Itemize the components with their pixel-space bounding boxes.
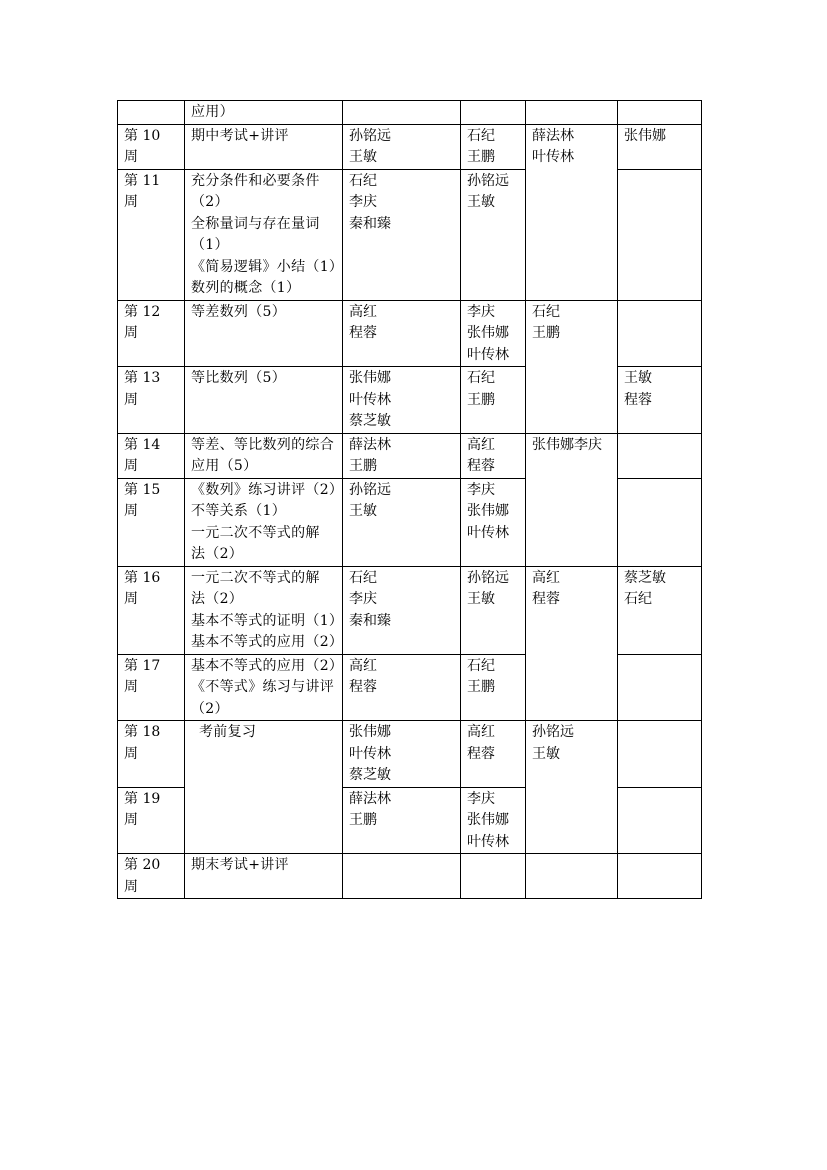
topic-cell xyxy=(185,566,343,654)
teacher-name: 石纪 xyxy=(467,370,495,386)
topic-cell xyxy=(185,367,343,434)
teacher-cell xyxy=(343,124,461,169)
teacher-name: 叶传林 xyxy=(467,524,509,541)
teacher-name: 薛法林 xyxy=(349,790,391,807)
teacher-name: 程蓉 xyxy=(467,458,495,474)
topic-line: 应用（5） xyxy=(191,458,258,474)
teacher-name: 李庆 xyxy=(467,790,495,807)
table-row xyxy=(118,854,702,899)
teacher-cell xyxy=(461,654,526,721)
teacher-cell xyxy=(343,654,461,721)
teacher-cell xyxy=(343,300,461,367)
week-cell: 第 10 周 xyxy=(118,124,185,169)
teacher-name: 王敏 xyxy=(349,503,377,519)
teacher-name: 程蓉 xyxy=(624,391,652,408)
topic-line: 全称量词与存在量词 xyxy=(191,215,320,232)
topic-cell xyxy=(185,101,343,125)
week-cell: 第 12 周 xyxy=(118,300,185,367)
topic-line: 《简易逻辑》小结（1） xyxy=(191,258,344,275)
topic-cell xyxy=(185,124,343,169)
teacher-name: 叶传林 xyxy=(467,833,509,850)
teacher-name: 王鹏 xyxy=(467,679,495,695)
teacher-name: 王敏 xyxy=(467,591,495,607)
teacher-cell xyxy=(526,124,618,300)
teacher-name: 王鹏 xyxy=(532,325,560,341)
teacher-cell xyxy=(526,101,618,125)
week-cell: 第 11 周 xyxy=(118,169,185,300)
teacher-name: 程蓉 xyxy=(349,679,377,695)
teacher-name: 张伟娜 xyxy=(467,325,509,341)
teacher-cell xyxy=(618,433,702,478)
topic-cell xyxy=(185,433,343,478)
topic-line: 《不等式》练习与讲评 xyxy=(191,679,334,695)
topic-cell xyxy=(185,654,343,721)
table-row xyxy=(118,300,702,367)
topic-line: （1） xyxy=(191,237,229,253)
teacher-name: 王鹏 xyxy=(467,149,495,165)
teacher-cell xyxy=(343,566,461,654)
teacher-name: 王敏 xyxy=(467,194,495,210)
teacher-cell xyxy=(461,721,526,788)
topic-line: 基本不等式的应用（2） xyxy=(191,657,344,674)
topic-line: 等差、等比数列的综合 xyxy=(191,436,334,453)
teacher-name: 蔡芝敏 xyxy=(349,767,391,783)
teacher-cell xyxy=(526,566,618,721)
teacher-name: 王敏 xyxy=(624,370,652,386)
teacher-cell xyxy=(618,654,702,721)
teacher-cell xyxy=(618,169,702,300)
teacher-cell xyxy=(618,854,702,899)
week-cell: 第 19 周 xyxy=(118,787,185,854)
teacher-name: 王敏 xyxy=(349,149,377,165)
topic-line: 应用） xyxy=(191,104,234,120)
table-row xyxy=(118,101,702,125)
teacher-name: 孙铭远 xyxy=(467,569,509,586)
teacher-cell xyxy=(461,566,526,654)
teacher-name: 张伟娜 xyxy=(467,812,509,828)
teacher-name: 石纪 xyxy=(532,303,560,320)
topic-line: 法（2） xyxy=(191,591,244,607)
teacher-cell xyxy=(618,721,702,788)
teacher-name: 张伟娜 xyxy=(349,370,391,386)
teacher-name: 程蓉 xyxy=(532,591,560,607)
week-cell: 第 13 周 xyxy=(118,367,185,434)
teacher-name: 蔡芝敏 xyxy=(349,413,391,429)
teacher-cell xyxy=(343,854,461,899)
teacher-name: 叶传林 xyxy=(349,391,391,408)
topic-line: 数列的概念（1） xyxy=(191,280,301,296)
topic-line: 充分条件和必要条件 xyxy=(191,172,320,189)
week-cell: 第 14 周 xyxy=(118,433,185,478)
teacher-cell xyxy=(618,300,702,367)
teacher-name: 石纪 xyxy=(467,127,495,144)
teacher-name: 秦和臻 xyxy=(349,215,391,232)
topic-line: 一元二次不等式的解 xyxy=(191,569,320,586)
teacher-name: 薛法林 xyxy=(349,436,391,453)
teacher-name: 李庆 xyxy=(349,591,377,607)
week-cell: 第 17 周 xyxy=(118,654,185,721)
topic-line: 不等关系（1） xyxy=(191,503,287,519)
week-cell: 第 15 周 xyxy=(118,478,185,566)
teacher-cell xyxy=(461,433,526,478)
teacher-cell xyxy=(461,367,526,434)
teacher-name: 孙铭远 xyxy=(532,724,574,740)
teacher-cell xyxy=(461,787,526,854)
teacher-cell xyxy=(343,367,461,434)
teacher-cell xyxy=(618,367,702,434)
topic-line: 一元二次不等式的解 xyxy=(191,524,320,541)
teacher-cell xyxy=(618,566,702,654)
teacher-name: 王鹏 xyxy=(467,391,495,408)
teacher-name: 薛法林 xyxy=(532,127,574,144)
topic-line: 基本不等式的证明（1） xyxy=(191,612,344,629)
table-row xyxy=(118,566,702,654)
topic-cell xyxy=(185,721,343,854)
teacher-name: 高红 xyxy=(467,724,495,740)
topic-line: 等差数列（5） xyxy=(191,303,287,320)
topic-line: 基本不等式的应用（2） xyxy=(191,634,344,650)
teacher-name: 高红 xyxy=(349,303,377,320)
teacher-name: 石纪 xyxy=(349,569,377,586)
teacher-name: 孙铭远 xyxy=(467,172,509,189)
teacher-name: 张伟娜李庆 xyxy=(532,436,602,453)
teacher-name: 蔡芝敏 xyxy=(624,569,666,586)
teacher-cell xyxy=(526,721,618,854)
topic-line: 等比数列（5） xyxy=(191,370,287,386)
teacher-cell xyxy=(461,478,526,566)
teacher-name: 孙铭远 xyxy=(349,481,391,498)
topic-line: 期中考试+讲评 xyxy=(191,127,289,144)
teacher-name: 叶传林 xyxy=(467,346,509,363)
teacher-cell xyxy=(461,101,526,125)
table-row xyxy=(118,124,702,169)
teacher-cell xyxy=(526,854,618,899)
teacher-name: 高红 xyxy=(532,569,560,586)
teacher-name: 张伟娜 xyxy=(349,724,391,740)
week-cell: 第 18 周 xyxy=(118,721,185,788)
teacher-cell xyxy=(343,721,461,788)
teacher-cell xyxy=(461,169,526,300)
teacher-cell xyxy=(526,300,618,433)
teacher-name: 秦和臻 xyxy=(349,612,391,629)
topic-line: （2） xyxy=(191,700,229,717)
teacher-name: 张伟娜 xyxy=(467,503,509,519)
teacher-cell xyxy=(343,433,461,478)
teacher-cell xyxy=(461,124,526,169)
topic-cell xyxy=(185,169,343,300)
teacher-name: 李庆 xyxy=(467,303,495,320)
teacher-name: 王鹏 xyxy=(349,458,377,474)
teacher-name: 高红 xyxy=(349,657,377,674)
teacher-name: 程蓉 xyxy=(349,325,377,341)
teacher-name: 程蓉 xyxy=(467,745,495,762)
teacher-name: 孙铭远 xyxy=(349,127,391,144)
topic-line: （2） xyxy=(191,194,229,210)
topic-line: 《数列》练习讲评（2） xyxy=(191,481,344,498)
topic-cell xyxy=(185,854,343,899)
teacher-cell xyxy=(343,169,461,300)
teacher-name: 叶传林 xyxy=(532,149,574,165)
topic-line: 法（2） xyxy=(191,546,244,562)
teacher-cell xyxy=(343,478,461,566)
teacher-cell xyxy=(343,787,461,854)
teacher-cell xyxy=(461,300,526,367)
teacher-name: 李庆 xyxy=(467,481,495,498)
teacher-cell xyxy=(343,101,461,125)
teacher-name: 叶传林 xyxy=(349,745,391,762)
teacher-name: 王鹏 xyxy=(349,812,377,828)
table-row xyxy=(118,433,702,478)
teacher-name: 张伟娜 xyxy=(624,127,666,144)
teacher-cell xyxy=(461,854,526,899)
teacher-name: 高红 xyxy=(467,436,495,453)
teacher-name: 石纪 xyxy=(624,591,652,607)
topic-cell xyxy=(185,478,343,566)
teacher-name: 石纪 xyxy=(349,172,377,189)
table-row xyxy=(118,721,702,788)
week-cell xyxy=(118,101,185,125)
teacher-cell xyxy=(618,787,702,854)
topic-cell xyxy=(185,300,343,367)
teacher-name: 王敏 xyxy=(532,745,560,762)
topic-line: 考前复习 xyxy=(199,724,257,740)
week-cell: 第 20 周 xyxy=(118,854,185,899)
week-cell: 第 16 周 xyxy=(118,566,185,654)
teacher-cell xyxy=(618,478,702,566)
topic-line: 期末考试+讲评 xyxy=(191,857,289,873)
teacher-cell xyxy=(618,101,702,125)
teacher-cell xyxy=(618,124,702,169)
teacher-name: 李庆 xyxy=(349,194,377,210)
teacher-cell xyxy=(526,433,618,566)
schedule-table xyxy=(117,100,702,899)
teacher-name: 石纪 xyxy=(467,657,495,674)
